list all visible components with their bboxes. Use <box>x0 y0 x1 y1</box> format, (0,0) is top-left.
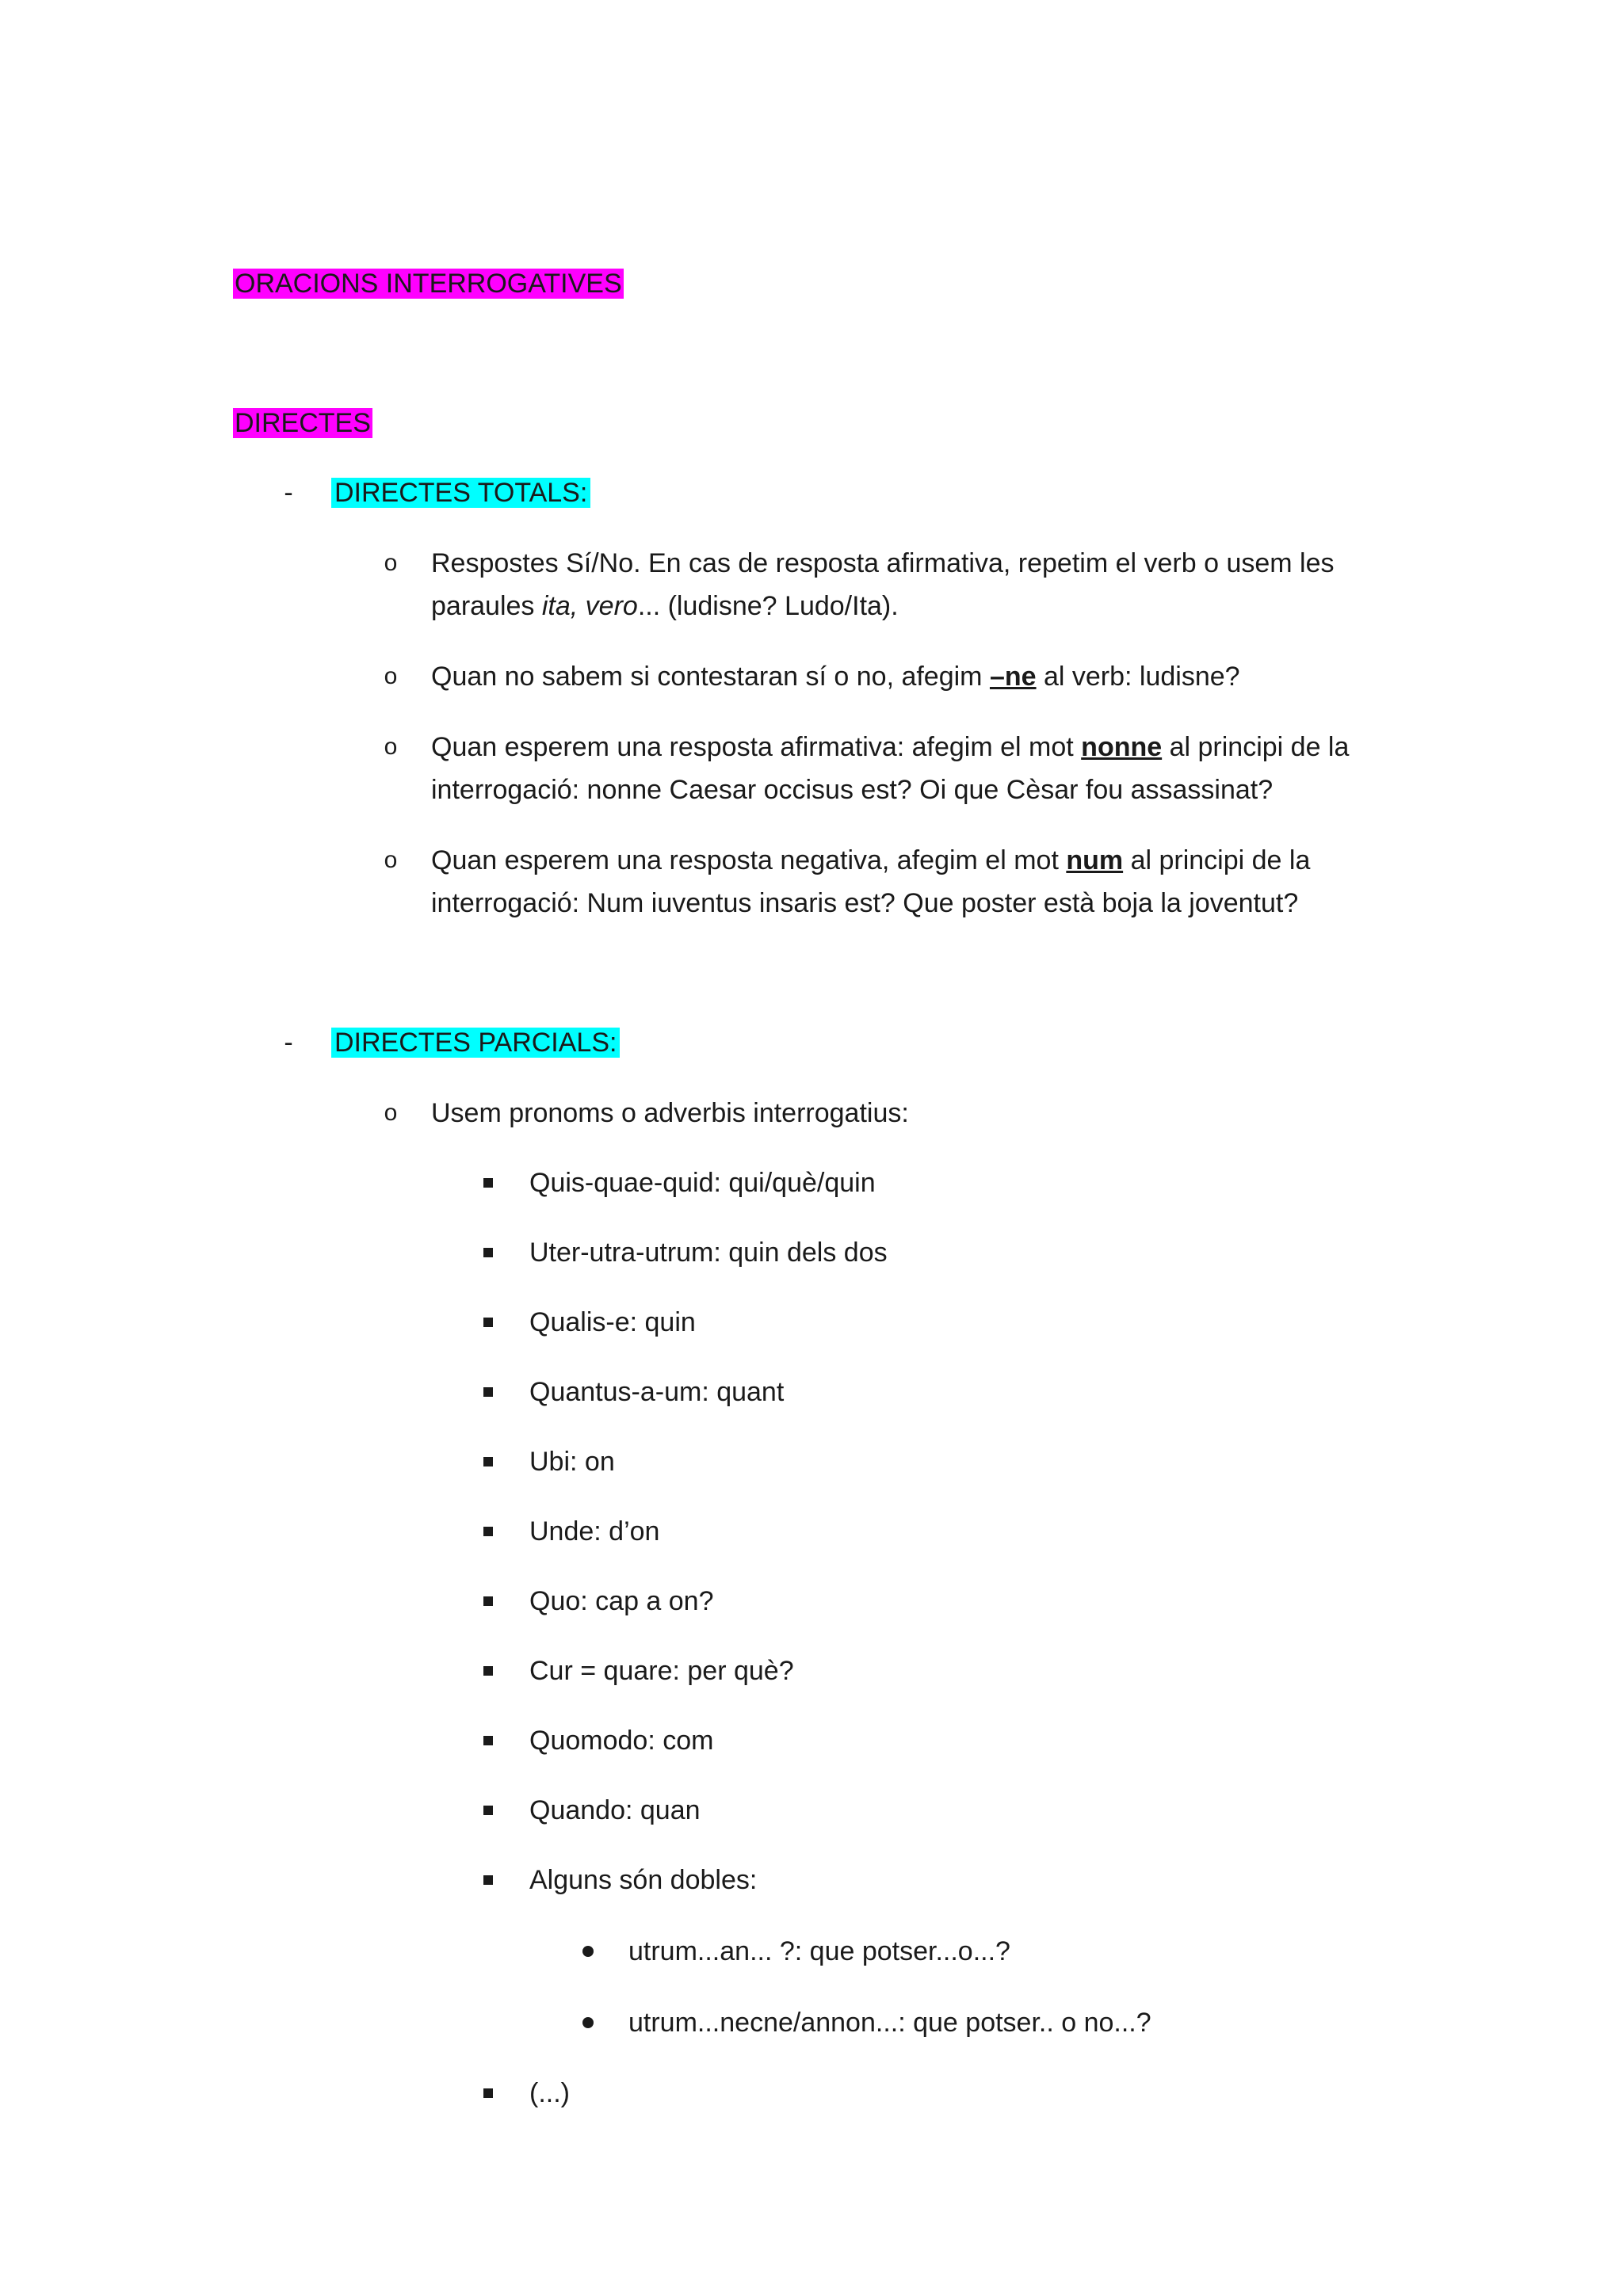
square-bullet <box>483 1527 493 1536</box>
text-run: Quan esperem una resposta afirmativa: afegim el mot <box>431 732 1082 762</box>
dash-bullet: - <box>284 1028 293 1058</box>
square-bullet <box>483 1736 493 1745</box>
totals-item-3-line-2: interrogació: nonne Caesar occisus est? Oi que Cèsar fou assassinat? <box>431 775 1274 805</box>
square-bullet <box>483 1596 493 1606</box>
circle-bullet: o <box>384 1100 398 1126</box>
parcials-heading <box>331 1021 620 1064</box>
square-bullet <box>483 1806 493 1815</box>
round-bullet <box>582 1946 594 1957</box>
square-bullet <box>483 1178 493 1188</box>
dash-bullet: - <box>284 478 293 508</box>
totals-item-4-line-1 <box>431 839 1310 882</box>
section-highlight: DIRECTES <box>235 408 371 438</box>
square-bullet <box>483 1387 493 1397</box>
parcials-highlight: DIRECTES PARCIALS: <box>331 1028 620 1058</box>
italic-run: ita, vero <box>541 591 638 621</box>
totals-item-3-line-1 <box>431 726 1349 769</box>
totals-heading <box>331 471 590 514</box>
square-bullet <box>483 1318 493 1327</box>
totals-item-4-line-2: interrogació: Num iuventus insaris est? Que poster està boja la joventut? <box>431 888 1299 918</box>
list-item: Quomodo: com <box>529 1726 714 1756</box>
totals-item-1-line-1: Respostes Sí/No. En cas de resposta afirmativa, repetim el verb o usem les <box>431 548 1335 578</box>
circle-bullet: o <box>384 663 398 689</box>
totals-item-2-line-1 <box>431 655 1240 698</box>
list-item: Quo: cap a on? <box>529 1586 714 1616</box>
circle-bullet: o <box>384 734 398 760</box>
text-run: Quan esperem una resposta negativa, afegim el mot <box>431 845 1067 875</box>
sub-list-item: utrum...necne/annon...: que potser.. o no...? <box>628 2008 1151 2038</box>
list-item: Ubi: on <box>529 1447 615 1477</box>
list-item: Quando: quan <box>529 1795 701 1825</box>
list-item: (...) <box>529 2078 570 2108</box>
list-item: Uter-utra-utrum: quin dels dos <box>529 1238 888 1268</box>
list-item: Quis-quae-quid: qui/què/quin <box>529 1168 876 1198</box>
totals-item-1-line-2 <box>431 585 899 627</box>
square-bullet <box>483 1875 493 1885</box>
list-item: Cur = quare: per què? <box>529 1656 794 1686</box>
text-run: ... (ludisne? Ludo/Ita). <box>637 591 899 621</box>
text-run: paraules <box>431 591 542 621</box>
square-bullet <box>483 2088 493 2098</box>
list-item: Qualis-e: quin <box>529 1307 696 1337</box>
text-run: Quan no sabem si contestaran sí o no, afegim <box>431 662 990 692</box>
bold-underlined-term: num <box>1066 845 1124 875</box>
list-item: Unde: d’on <box>529 1516 660 1547</box>
document-title <box>233 262 624 305</box>
square-bullet <box>483 1457 493 1466</box>
text-run: al principi de la <box>1123 845 1311 875</box>
sub-list-item: utrum...an... ?: que potser...o...? <box>628 1936 1010 1966</box>
square-bullet <box>483 1248 493 1257</box>
section-heading <box>233 402 372 444</box>
parcials-intro: Usem pronoms o adverbis interrogatius: <box>431 1098 909 1128</box>
round-bullet <box>582 2017 594 2028</box>
list-item: Quantus-a-um: quant <box>529 1377 785 1407</box>
totals-highlight: DIRECTES TOTALS: <box>331 478 590 508</box>
list-item: Alguns són dobles: <box>529 1865 758 1895</box>
circle-bullet: o <box>384 847 398 873</box>
title-highlight: ORACIONS INTERROGATIVES <box>235 269 622 299</box>
text-run: al verb: ludisne? <box>1036 662 1240 692</box>
bold-underlined-term: nonne <box>1081 732 1163 762</box>
bold-underlined-term: –ne <box>989 662 1037 692</box>
square-bullet <box>483 1666 493 1676</box>
circle-bullet: o <box>384 550 398 576</box>
text-run: al principi de la <box>1162 732 1350 762</box>
